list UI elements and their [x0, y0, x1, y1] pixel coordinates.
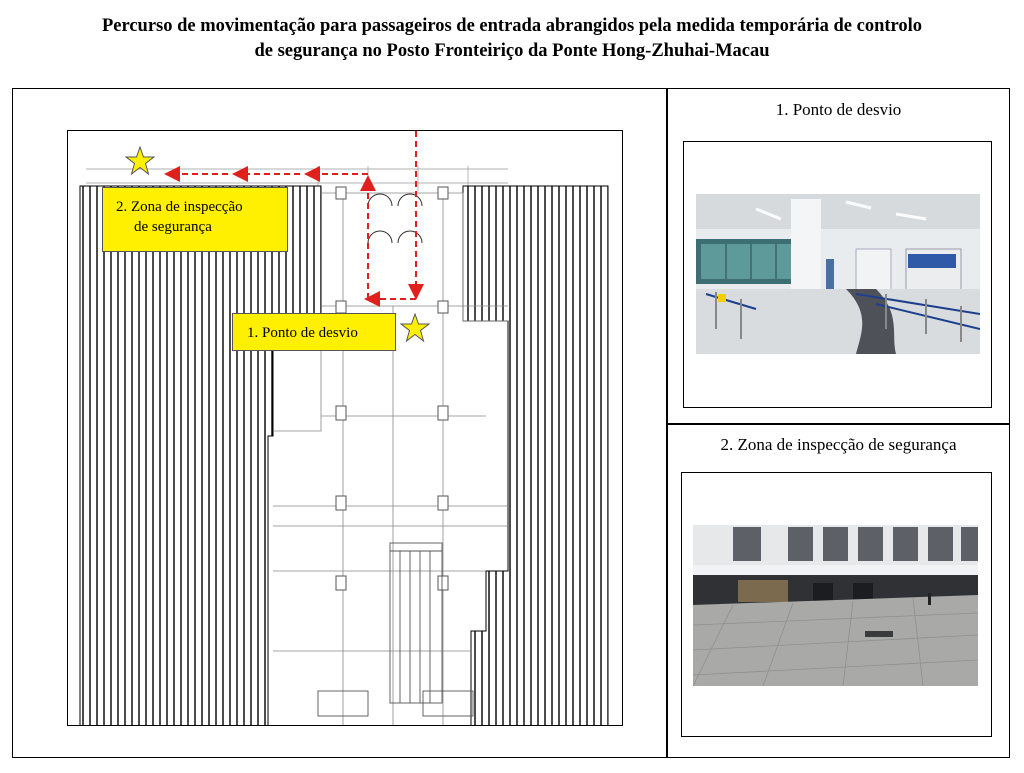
diversion-point-callout: 1. Ponto de desvio	[232, 313, 396, 351]
photo1-label: 1. Ponto de desvio	[775, 100, 902, 119]
hatched-area-left	[80, 186, 321, 726]
hatched-area-right	[463, 186, 608, 726]
photo2-label: 2. Zona de inspecção de segurança	[720, 435, 957, 454]
diversion-point-photo	[696, 194, 980, 354]
title-line-2: de segurança no Posto Fronteiriço da Ponte Hong-Zhuhai-Macau	[254, 41, 770, 61]
row-divider	[666, 423, 1010, 425]
star-icon	[400, 313, 430, 343]
door-symbols	[368, 194, 422, 243]
security-zone-callout-line2: de segurança	[134, 219, 212, 235]
title-line-1: Percurso de movimentação para passageiros de entrada abrangidos pela medida temporária de controlo	[101, 16, 923, 36]
security-zone-photo	[693, 525, 978, 686]
gates-area	[318, 543, 473, 716]
columns	[336, 187, 448, 590]
security-zone-callout-line1: 2. Zona de inspecção	[116, 199, 243, 215]
star-icon	[125, 146, 155, 176]
security-zone-callout	[102, 187, 288, 252]
page-title	[0, 14, 1024, 64]
